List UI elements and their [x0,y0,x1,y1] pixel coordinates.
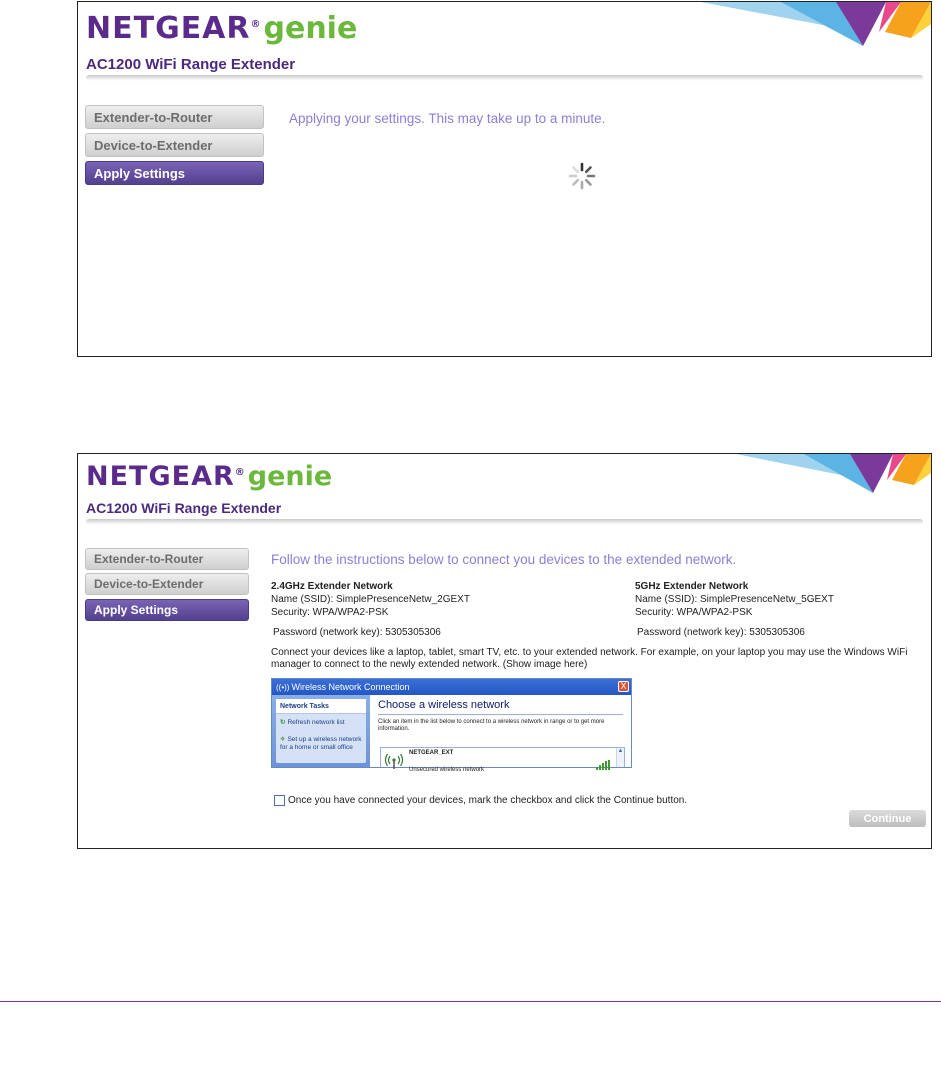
wireless-antenna-icon [384,752,404,770]
xp-window-title: Wireless Network Connection [291,682,410,692]
connect-devices-screen [77,453,932,849]
refresh-icon: ↻ [280,719,286,726]
xp-network-list [380,747,625,773]
network-security: Security: WPA/WPA2-PSK [635,607,753,618]
xp-network-security: Unsecured wireless network [409,767,485,773]
wifi-icon: ((•)) [276,682,290,692]
applying-settings-screen [77,1,932,357]
brand-suffix: genie [263,11,358,46]
nav-device-to-extender[interactable]: Device-to-Extender [85,133,264,157]
network-heading: 5GHz Extender Network [635,581,749,592]
xp-network-tasks [276,699,366,763]
connected-confirmation [274,795,687,806]
continue-button[interactable]: Continue [849,810,926,827]
nav-apply-settings[interactable]: Apply Settings [85,599,249,621]
brand-name: NETGEAR [86,11,251,46]
xp-tasks-heading: Network Tasks [276,699,366,714]
xp-side-panel [272,695,370,767]
brand-name: NETGEAR [86,461,235,492]
brand-suffix: genie [247,461,333,492]
brand-decoration-graphic [736,454,931,496]
loading-spinner-icon [567,161,597,191]
status-message: Applying your settings. This may take up to a minute. [289,111,606,126]
xp-scrollbar [616,748,624,767]
brand-decoration-graphic [701,2,931,50]
nav-extender-to-router[interactable]: Extender-to-Router [85,105,264,129]
xp-divider [378,714,623,715]
netgear-genie-logo [86,11,357,46]
network-info-2ghz [271,580,470,639]
close-icon: X [618,681,629,692]
nav-extender-to-router[interactable]: Extender-to-Router [85,548,249,570]
signal-strength-icon [596,760,610,770]
registered-mark: ® [234,467,246,478]
xp-title-bar [272,679,631,695]
page-footer-divider [0,1001,941,1002]
network-password: Password (network key): 5305305306 [637,627,805,638]
netgear-genie-logo [86,461,332,492]
xp-heading: Choose a wireless network [378,699,510,711]
xp-network-name: NETGEAR_EXT [409,750,454,756]
connected-checkbox[interactable] [274,795,285,806]
nav-apply-settings[interactable]: Apply Settings [85,161,264,185]
xp-description: Click an item in the list below to connect to a wireless network in range or to get more information. [378,719,605,732]
scroll-up-icon: ▲ [617,748,624,754]
instructions-heading: Follow the instructions below to connect you devices to the extended network. [271,552,737,567]
setup-icon: ✧ [280,736,286,743]
xp-main-area [370,695,631,773]
xp-task-setup: ✧ Set up a wireless network for a home or small office [280,736,362,751]
network-password: Password (network key): 5305305306 [273,627,441,638]
network-ssid: Name (SSID): SimplePresenceNetw_2GEXT [271,594,470,605]
connected-checkbox-label: Once you have connected your devices, mark the checkbox and click the Continue button. [288,795,688,806]
xp-task-refresh: ↻ Refresh network list [280,719,345,726]
header-divider [86,75,923,81]
connect-instructions-text: Connect your devices like a laptop, tablet, smart TV, etc. to your extended network. For example, on your laptop you may use the Windows WiFi manager to connect to the newly extended network. (Show image here) [271,647,908,670]
windows-wifi-screenshot [271,678,632,773]
network-heading: 2.4GHz Extender Network [271,581,393,592]
network-security: Security: WPA/WPA2-PSK [271,607,389,618]
registered-mark: ® [250,19,262,30]
nav-device-to-extender[interactable]: Device-to-Extender [85,573,249,595]
network-ssid: Name (SSID): SimplePresenceNetw_5GEXT [635,594,834,605]
header-divider [86,519,923,525]
network-info-5ghz [635,580,834,639]
product-title: AC1200 WiFi Range Extender [86,56,296,73]
product-title: AC1200 WiFi Range Extender [86,500,282,516]
